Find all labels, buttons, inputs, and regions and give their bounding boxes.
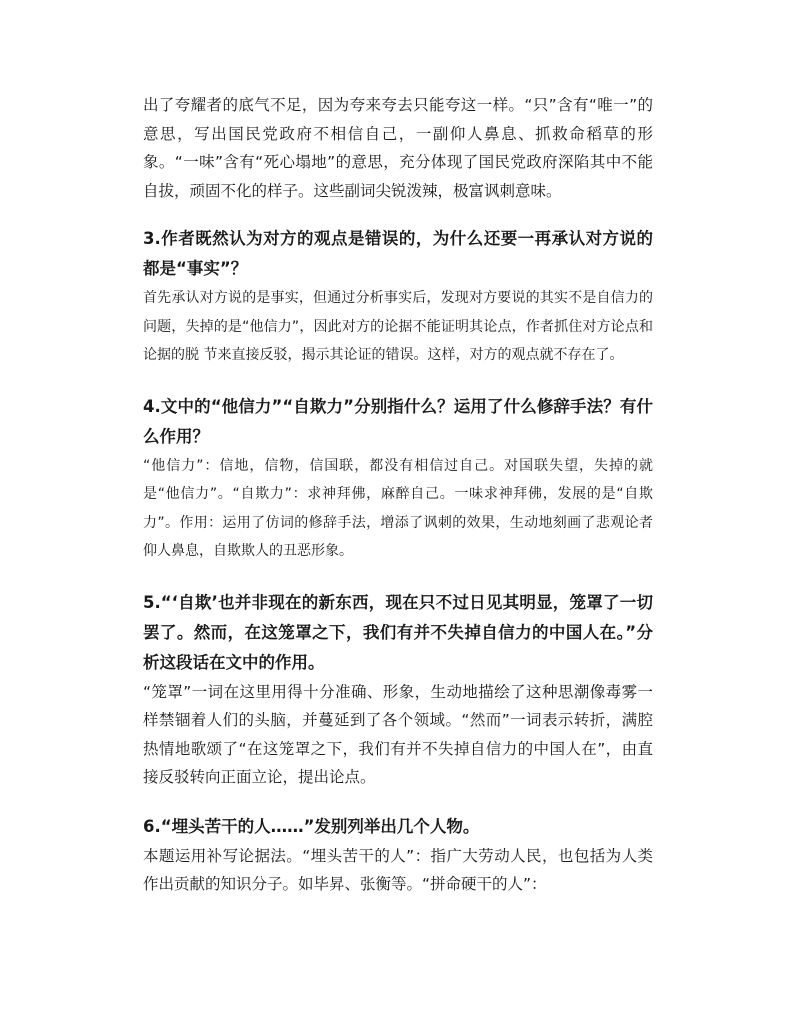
question-3: 3.作者既然认为对方的观点是错误的，为什么还要一再承认对方说的都是“事实”？ (143, 229, 653, 278)
question-5: 5.“‘自欺’也并非现在的新东西，现在只不过日见其明显，笼罩了一切罢了。然而，在这笼罩之下，我们有并不失掉自信力的中国人在。”分析这段话在文中的作用。 (143, 592, 653, 672)
section-gap (143, 370, 653, 392)
answer-4: “他信力”：信地，信物，信国联，都没有相信过自己。对国联失望，失掉的就是“他信力”。“自欺力”：求神拜佛，麻醉自己。一味求神拜佛，发展的是“自欺力”。作用：运用了仿词的修辞手法，增添了讽刺的效果，生动地刻画了悲观论者仰人鼻息，自欺欺人的丑恶形象。 (143, 457, 653, 559)
answer-6: 本题运用补写论据法。“埋头苦干的人”：指广大劳动人民，也包括为人类作出贡献的知识分子。如毕昇、张衡等。“拼命硬干的人”： (143, 846, 653, 893)
question-6: 6.“埋头苦干的人……”发别列举出几个人物。 (143, 816, 480, 836)
intro-paragraph: 出了夸耀者的底气不足，因为夸来夸去只能夸这一样。“只”含有“唯一”的意思，写出国民党政府不相信自己，一副仰人鼻息、抓救命稻草的形象。“一味”含有“死心塌地”的意思，充分体现了国民党政府深陷其中不能自拔，顽固不化的样子。这些副词尖锐泼辣，极富讽刺意味。 (143, 96, 653, 200)
document-page (143, 91, 653, 899)
question-4: 4.文中的“他信力”“自欺力”分别指什么？运用了什么修辞手法？有什么作用？ (143, 396, 653, 446)
section-gap (143, 566, 653, 588)
section-gap (143, 792, 653, 812)
answer-5: “笼罩”一词在这里用得十分准确、形象，生动地描绘了这种思潮像毒雾一样禁锢着人们的头脑，并蔓延到了各个领域。“然而”一词表示转折，满腔热情地歌颂了“在这笼罩之下，我们有并不失掉自信力的中国人在”，由直接反驳转向正面立论，提出论点。 (143, 682, 653, 786)
answer-3: 首先承认对方说的是事实，但通过分析事实后，发现对方要说的其实不是自信力的问题，失掉的是“他信力”，因此对方的论据不能证明其论点，作者抓住对方论点和论据的脱 节来直接反驳，揭示其论证的错误。这样，对方的观点就不存在了。 (143, 290, 653, 363)
section-gap (143, 205, 653, 224)
